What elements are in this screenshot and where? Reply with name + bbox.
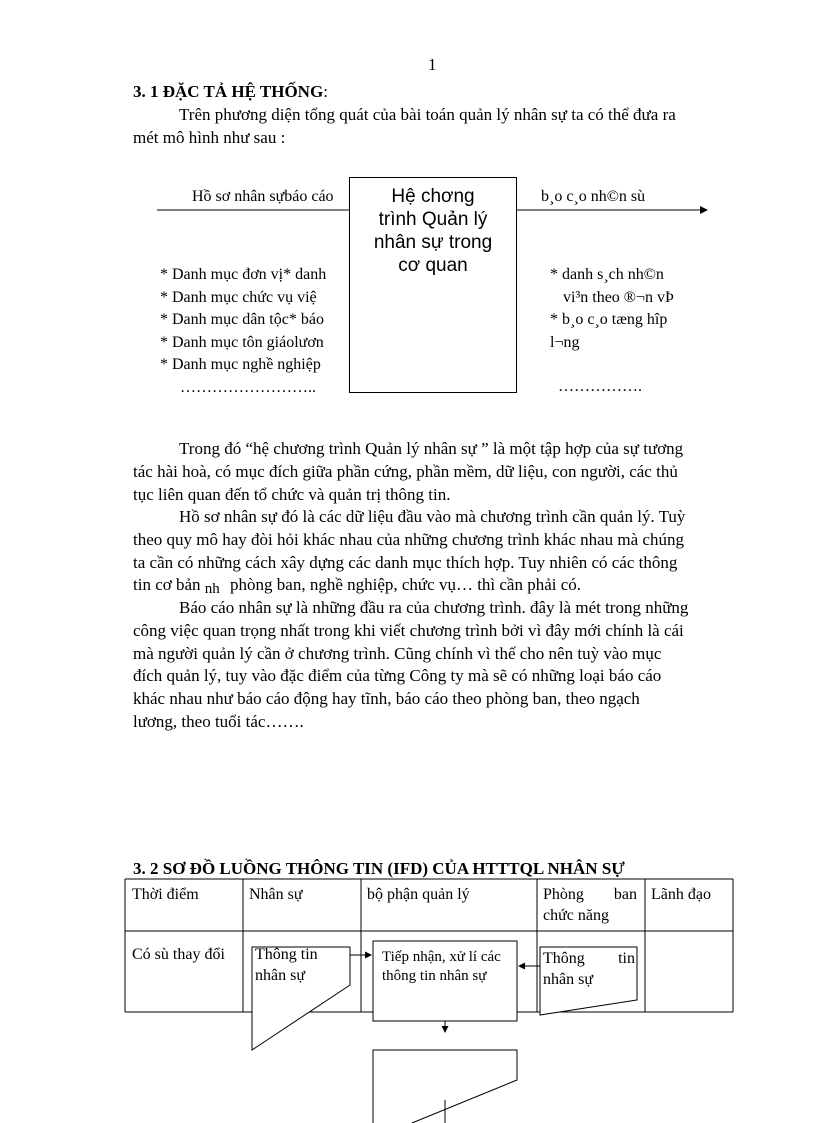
paragraph-line: theo quy mô hay đòi hỏi khác nhau của những chương trình khác nhau mà chúng xyxy=(133,529,684,549)
right-item: vi³n theo ®¬n vÞ xyxy=(563,288,674,306)
paragraph-line: Hồ sơ nhân sự đó là các dữ liệu đầu vào mà chương trình cần quản lý. Tuỳ xyxy=(179,507,686,526)
header-personnel: Nhân sự xyxy=(249,886,303,903)
doc-functional-info: Thông tin nhân sự xyxy=(543,950,635,988)
process-box-text: Tiếp nhận, xử lí các thông tin nhân sự xyxy=(382,949,501,984)
right-item: * b¸o c¸o tæng hîp xyxy=(550,311,668,328)
header-management-dept: bộ phận quản lý xyxy=(367,886,470,903)
right-item: l¬ng xyxy=(550,333,580,351)
paragraph-line: tác hài hoà, có mục đích giữa phần cứng, phần mềm, dữ liệu, con người, các thủ xyxy=(133,461,678,481)
paragraph-line: Báo cáo nhân sự là những đầu ra của chương trình. đây là mét trong những xyxy=(179,598,689,617)
paragraph-line: khác nhau như báo cáo động hay tĩnh, báo cáo theo phòng ban, theo ngạch xyxy=(133,689,640,709)
paragraph-line: công việc quan trọng nhất trong khi viết chương trình bởi vì đây mới chính là cái xyxy=(133,620,684,640)
intro-line-1: Trên phương diện tổng quát của bài toán quản lý nhân sự ta có thể đưa ra xyxy=(179,105,676,124)
doc-personnel-info: Thông tin nhân sự xyxy=(255,946,318,984)
paragraph-line: lương, theo tuổi tác……. xyxy=(133,711,304,731)
header-functional-dept: Phòng ban chức năng xyxy=(543,886,637,924)
left-item: * Danh mục nghề nghiệp xyxy=(160,356,321,373)
paragraph-line: ta cần có những cách xây dựng các danh mục thích hợp. Tuy nhiên có các thông xyxy=(133,552,678,572)
output-label: b¸o c¸o nh©n sù xyxy=(541,188,646,205)
left-item: * Danh mục đơn vị* danh xyxy=(160,266,327,283)
center-box-line: Hệ chơng xyxy=(391,186,475,207)
right-item: * danh s¸ch nh©n xyxy=(550,266,664,283)
left-dots: …………………….. xyxy=(180,378,316,396)
section-2-heading: 3. 2 SƠ ĐỒ LUỒNG THÔNG TIN (IFD) CỦA HTTTQL NHÂN SỰ xyxy=(133,859,625,878)
header-leadership: Lãnh đạo xyxy=(651,886,711,903)
row-time-cell: Có sù thay đổi xyxy=(132,946,225,963)
center-box-line: trình Quản lý xyxy=(378,209,488,230)
paragraph-line: tin cơ bản nh phòng ban, nghề nghiệp, chức vụ… thì cần phải có. xyxy=(133,575,582,598)
paragraph-line: mà người quản lý cần ở chương trình. Cũng chính vì thế cho nên tuỳ vào mục xyxy=(133,643,662,663)
center-box-line: cơ quan xyxy=(398,255,468,276)
left-item: * Danh mục dân tộc* báo xyxy=(160,311,324,328)
page-number: 1 xyxy=(428,55,437,74)
paragraph-line: đích quản lý, tuy vào đặc điểm của từng Công ty mà sẽ có những loại báo cáo xyxy=(133,666,662,686)
left-item: * Danh mục tôn giáolươn xyxy=(160,333,324,351)
left-item: * Danh mục chức vụ việ xyxy=(160,288,317,306)
center-box-line: nhân sự trong xyxy=(373,232,493,253)
header-time: Thời điểm xyxy=(132,886,199,903)
paragraph-line: Trong đó “hệ chương trình Quản lý nhân sự ” là một tập hợp của sự tương xyxy=(179,439,684,458)
input-label: Hồ sơ nhân sựbáo cáo xyxy=(192,188,334,205)
intro-line-2: mét mô hình như sau : xyxy=(133,127,286,147)
paragraph-line: tục liên quan đến tổ chức và quản trị thông tin. xyxy=(133,484,451,504)
right-dots: ……………. xyxy=(558,378,642,395)
section-1-heading: 3. 1 ĐẶC TẢ HỆ THỐNG: xyxy=(133,82,328,101)
